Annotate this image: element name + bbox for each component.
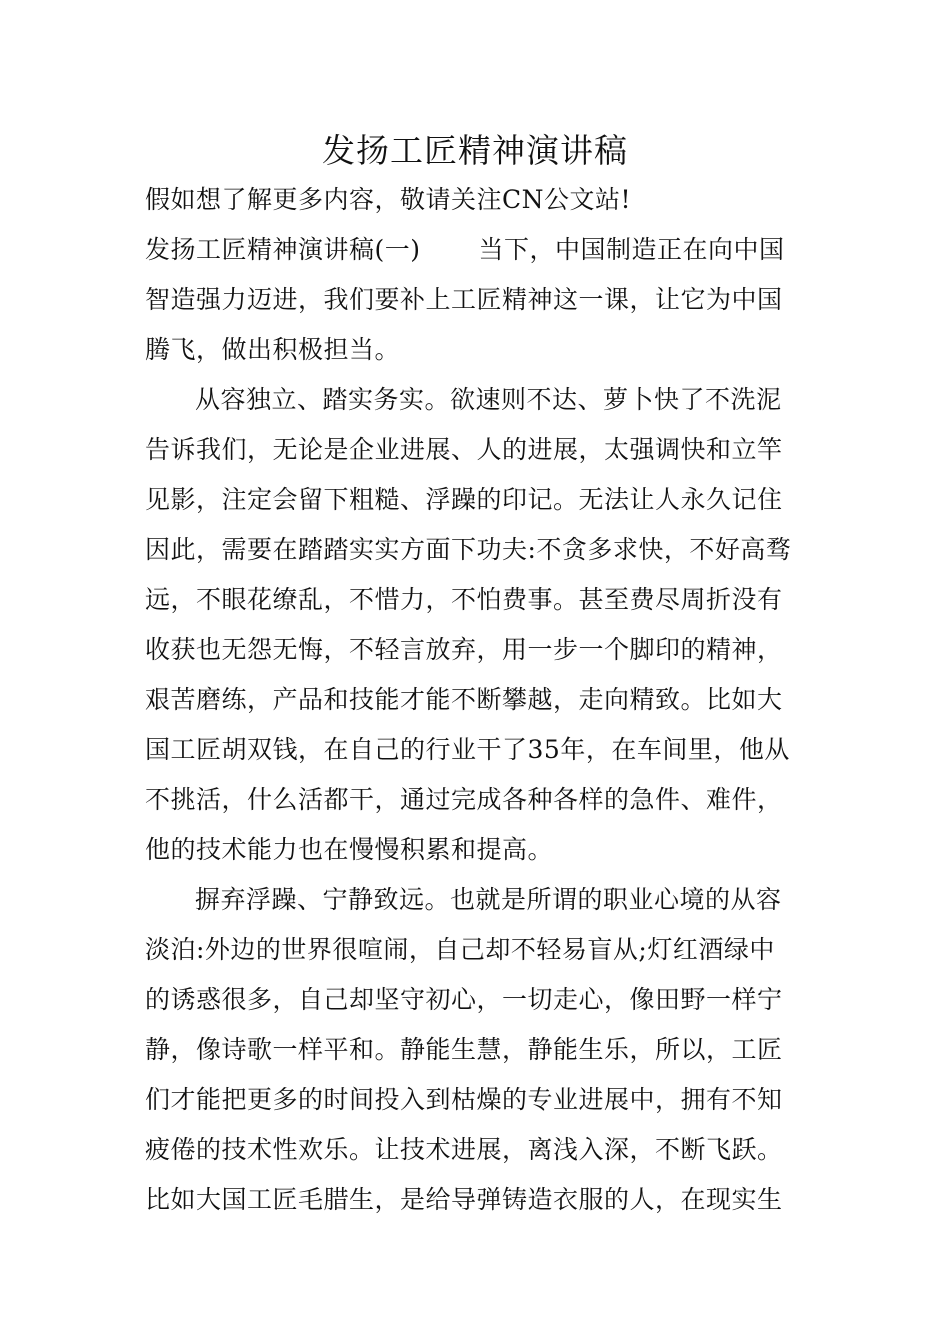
paragraph-line: 静，像诗歌一样平和。静能生慧，静能生乐，所以，工匠 [145,1035,783,1064]
paragraph-line: 见影，注定会留下粗糙、浮躁的印记。无法让人永久记住 [145,485,783,514]
paragraph-line: 收获也无怨无悔，不轻言放弃，用一步一个脚印的精神， [145,635,783,664]
paragraph-line: 淡泊:外边的世界很喧闹，自己却不轻易盲从;灯红酒绿中 [145,935,775,964]
paragraph-line: 艰苦磨练，产品和技能才能不断攀越，走向精致。比如大 [145,685,783,714]
paragraph-line: 国工匠胡双钱，在自己的行业干了35年，在车间里，他从 [145,735,790,764]
paragraph-line: 摒弃浮躁、宁静致远。也就是所谓的职业心境的从容 [195,885,782,914]
paragraph-line: 远，不眼花缭乱，不惜力，不怕费事。甚至费尽周折没有 [145,585,783,614]
paragraph-line: 从容独立、踏实务实。欲速则不达、萝卜快了不洗泥 [195,385,782,414]
paragraph-line: 比如大国工匠毛腊生，是给导弹铸造衣服的人，在现实生 [145,1185,783,1214]
paragraph-line: 智造强力迈进，我们要补上工匠精神这一课，让它为中国 [145,285,783,314]
paragraph-line: 腾飞，做出积极担当。 [145,335,401,364]
paragraph-line: 因此，需要在踏踏实实方面下功夫:不贪多求快，不好高骛 [145,535,792,564]
paragraph-text: 当下，中国制造正在向中国 [478,235,785,264]
document-title: 发扬工匠精神演讲稿 [322,131,628,170]
paragraph-line [145,225,815,275]
paragraph-line: 的诱惑很多，自己却坚守初心，一切走心，像田野一样宁 [145,985,783,1014]
intro-line: 假如想了解更多内容，敬请关注CN公文站! [145,185,632,214]
paragraph-line: 们才能把更多的时间投入到枯燥的专业进展中，拥有不知 [145,1085,783,1114]
section-heading: 发扬工匠精神演讲稿(一) [145,235,421,264]
paragraph-line: 他的技术能力也在慢慢积累和提高。 [145,835,554,864]
paragraph-line: 告诉我们，无论是企业进展、人的进展，太强调快和立竿 [145,435,783,464]
paragraph-line: 不挑活，什么活都干，通过完成各种各样的急件、难件， [145,785,783,814]
paragraph-line: 疲倦的技术性欢乐。让技术进展，离浅入深，不断飞跃。 [145,1135,783,1164]
